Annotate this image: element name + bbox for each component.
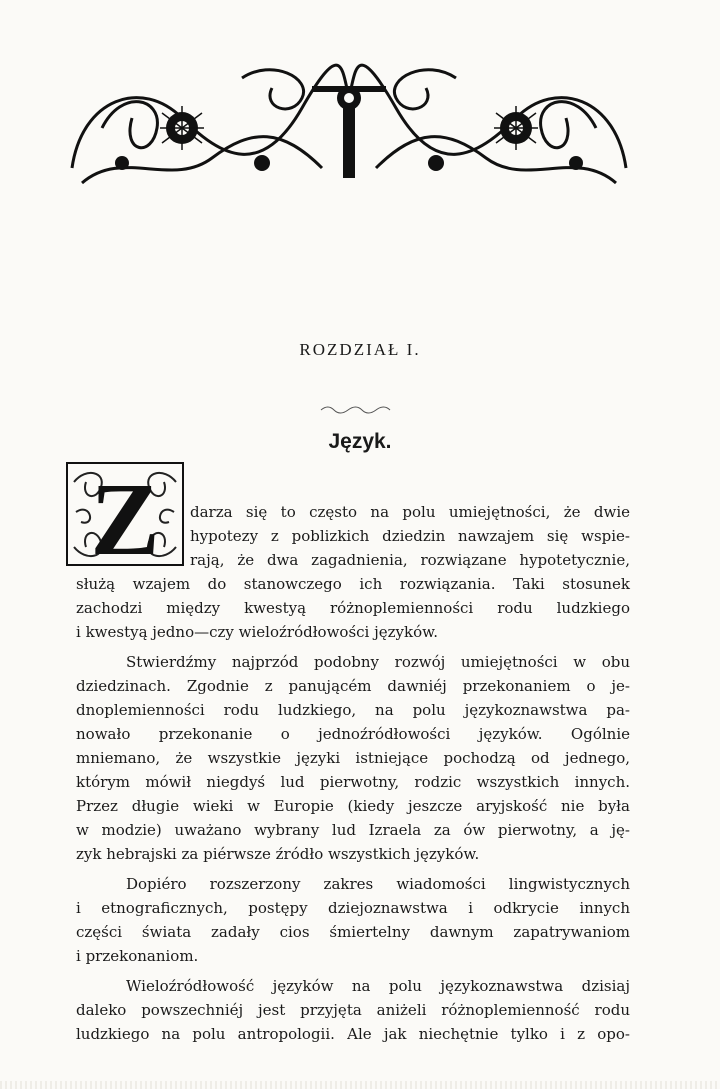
text-line: mniemano, że wszystkie języki istniejące pochodzą od jednego,	[76, 749, 630, 767]
decorative-rule	[316, 402, 396, 416]
text-line: w modzie) uważano wybrany lud Izraela za ów pierwotny, a ję-	[76, 821, 630, 839]
text-line: daleko powszechniéj jest przyjęta aniżeli różnoplemienność rodu	[76, 1001, 630, 1019]
text-line: i przekonaniom.	[76, 947, 199, 965]
text-line: i kwestyą jedno—czy wieloźródłowości języków.	[76, 623, 438, 641]
text-line: i etnograficznych, postępy dziejoznawstwa i odkrycie innych	[76, 899, 630, 917]
text-line: ludzkiego na polu antropologii. Ale jak niechętnie tylko i z opo-	[76, 1025, 630, 1043]
drop-cap-letter: Z	[90, 462, 160, 566]
chapter-heading: ROZDZIAŁ I.	[299, 340, 421, 359]
section-title: Język.	[328, 430, 392, 453]
text-line: dziedzinach. Zgodnie z panującém dawniéj przekonaniem o je-	[76, 677, 630, 695]
decorative-header-ornament	[62, 58, 636, 196]
text-line: Stwierdźmy najprzód podobny rozwój umiejętności w obu	[126, 653, 630, 671]
text-line: zyk hebrajski za piérwsze źródło wszystkich języków.	[76, 845, 480, 863]
text-line: dnoplemienności rodu ludzkiego, na polu językoznawstwa pa-	[76, 701, 630, 719]
text-line: Dopiéro rozszerzony zakres wiadomości lingwistycznych	[126, 875, 630, 893]
text-line: Przez długie wieki w Europie (kiedy jeszcze aryjskość nie była	[76, 797, 630, 815]
drop-cap-ornament	[66, 462, 184, 566]
text-line: części świata zadały cios śmiertelny dawnym zapatrywaniom	[76, 923, 630, 941]
text-line: służą wzajem do stanowczego ich rozwiązania. Taki stosunek	[76, 575, 630, 593]
text-line: rają, że dwa zagadnienia, rozwiązane hypotetycznie,	[190, 551, 630, 569]
text-line: którym mówił niegdyś lud pierwotny, rodzic wszystkich innych.	[76, 773, 630, 791]
page-edge	[0, 1081, 720, 1089]
text-line: nowało przekonanie o jednoźródłowości języków. Ogólnie	[76, 725, 630, 743]
text-line: Wieloźródłowość języków na polu językoznawstwa dzisiaj	[126, 977, 630, 995]
text-line: hypotezy z poblizkich dziedzin nawzajem się wspie-	[190, 527, 630, 545]
text-line: darza się to często na polu umiejętności, że dwie	[190, 503, 630, 521]
text-line: zachodzi między kwestyą różnoplemienności rodu ludzkiego	[76, 599, 630, 617]
